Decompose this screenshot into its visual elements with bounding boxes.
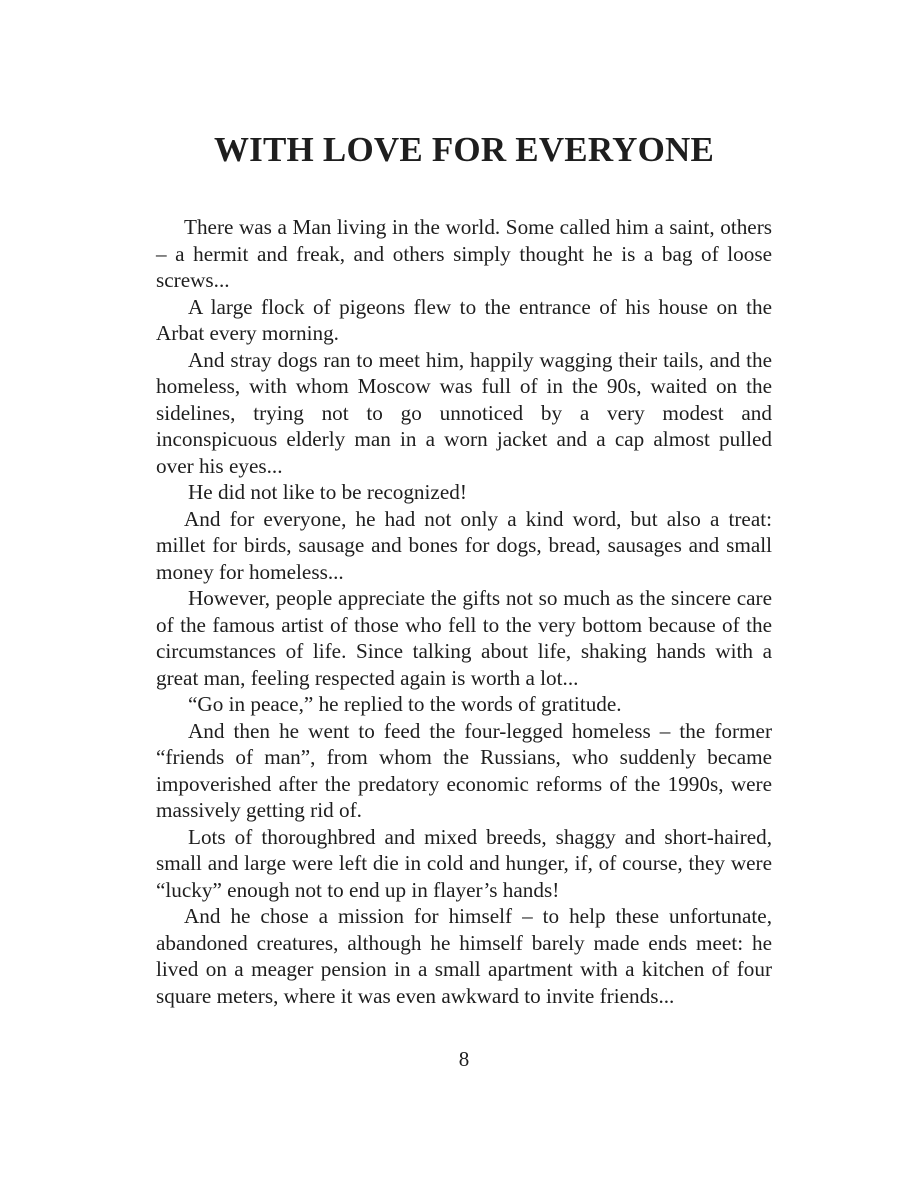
chapter-body: [156, 214, 772, 1009]
paragraph: And he chose a mission for himself – to help these unfortunate, abandoned creatures, although he himself barely made ends meet: he lived on a meager pension in a small apartment with a kitchen of four square meters, where it was even awkward to invite friends...: [156, 904, 772, 1008]
paragraph: And then he went to feed the four-legged homeless – the former “friends of man”, from whom the Russians, who suddenly became impoverished after the predatory economic reforms of the 1990s, were massively getting rid of.: [156, 718, 772, 822]
paragraph: And for everyone, he had not only a kind word, but also a treat: millet for birds, sausage and bones for dogs, bread, sausages and small money for homeless...: [156, 506, 772, 584]
paragraph: And stray dogs ran to meet him, happily wagging their tails, and the homeless, with whom Moscow was full of in the 90s, waited on the sidelines, trying not to go unnoticed by a very modest and inconspicuous elderly man in a worn jacket and a cap almost pulled over his eyes...: [156, 347, 772, 478]
paragraph: Lots of thoroughbred and mixed breeds, shaggy and short-haired, small and large were left die in cold and hunger, if, of course, they were “lucky” enough not to end up in flayer’s hands!: [156, 824, 772, 902]
paragraph: A large flock of pigeons flew to the entrance of his house on the Arbat every morning.: [156, 294, 772, 345]
page-number: 8: [458, 1047, 470, 1071]
paragraph: There was a Man living in the world. Some called him a saint, others – a hermit and freak, and others simply thought he is a bag of loose screws...: [156, 215, 772, 292]
chapter-title: WITH LOVE FOR EVERYONE: [213, 130, 715, 169]
paragraph: “Go in peace,” he replied to the words of gratitude.: [188, 692, 622, 716]
paragraph: However, people appreciate the gifts not so much as the sincere care of the famous artist of those who fell to the very bottom because of the circumstances of life. Since talking about life, shaking hands with a great man, feeling respected again is worth a lot...: [156, 586, 772, 690]
paragraph: He did not like to be recognized!: [188, 480, 467, 504]
